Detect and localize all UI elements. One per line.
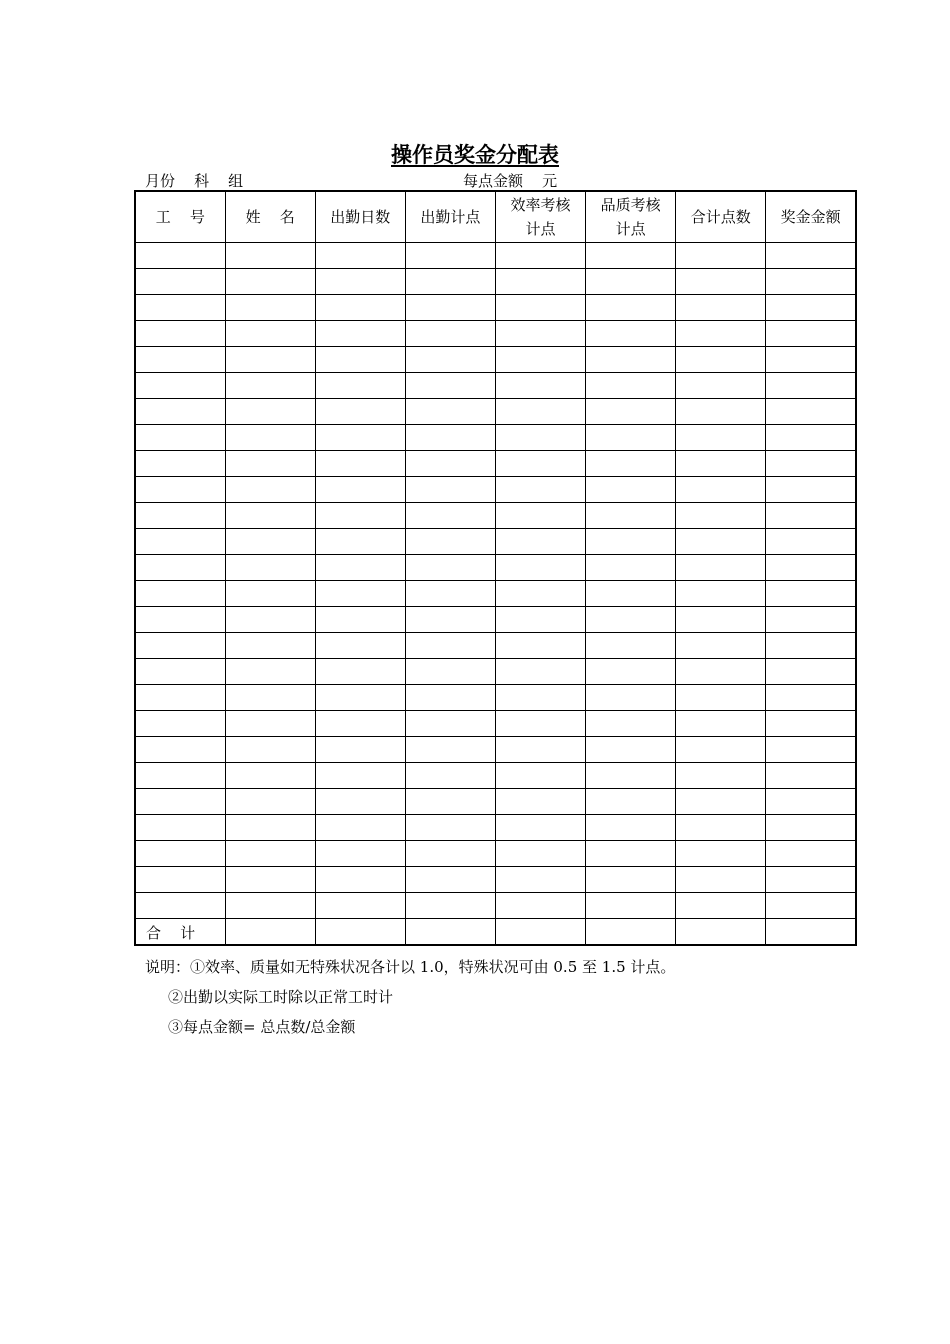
total-row-label: 合 计 [135,919,225,946]
table-cell[interactable] [135,321,225,347]
table-cell[interactable] [676,789,766,815]
table-cell[interactable] [225,919,315,946]
table-cell[interactable] [766,867,856,893]
column-header-quality-points: 品质考核计点 [586,191,676,243]
table-cell[interactable] [225,659,315,685]
table-cell[interactable] [496,867,586,893]
table-cell[interactable] [405,581,495,607]
table-cell[interactable] [766,893,856,919]
table-cell[interactable] [586,815,676,841]
table-cell[interactable] [405,451,495,477]
table-row [135,295,856,321]
table-cell[interactable] [676,815,766,841]
table-row [135,711,856,737]
table-cell[interactable] [405,685,495,711]
table-cell[interactable] [405,841,495,867]
header-month-dept-group: 月份 科 组 [145,172,244,190]
table-cell[interactable] [496,555,586,581]
table-cell[interactable] [405,867,495,893]
table-cell[interactable] [135,269,225,295]
table-header-row [135,191,856,243]
table-cell[interactable] [586,711,676,737]
table-cell[interactable] [135,633,225,659]
table-body [135,243,856,919]
table-cell[interactable] [676,503,766,529]
table-cell[interactable] [405,243,495,269]
table-cell[interactable] [676,399,766,425]
column-header-name: 姓 名 [225,191,315,243]
table-cell[interactable] [225,373,315,399]
table-cell[interactable] [225,399,315,425]
table-cell[interactable] [496,243,586,269]
table-cell[interactable] [676,555,766,581]
table-row [135,581,856,607]
table-cell[interactable] [315,581,405,607]
table-cell[interactable] [135,607,225,633]
table-cell[interactable] [135,763,225,789]
header-amount-per-point: 每点金额 元 [463,172,558,190]
table-row [135,425,856,451]
table-cell[interactable] [315,659,405,685]
table-cell[interactable] [225,763,315,789]
table-row [135,659,856,685]
table-cell[interactable] [496,399,586,425]
table-cell[interactable] [405,373,495,399]
table-cell[interactable] [586,685,676,711]
table-cell[interactable] [766,529,856,555]
table-row [135,737,856,763]
table-cell[interactable] [586,503,676,529]
table-row [135,243,856,269]
table-cell[interactable] [766,919,856,946]
table-cell[interactable] [315,399,405,425]
table-cell[interactable] [315,295,405,321]
table-cell[interactable] [676,425,766,451]
table-cell[interactable] [496,919,586,946]
table-cell[interactable] [405,477,495,503]
table-cell[interactable] [135,685,225,711]
table-cell[interactable] [586,477,676,503]
table-cell[interactable] [676,867,766,893]
table-cell[interactable] [405,607,495,633]
table-cell[interactable] [315,477,405,503]
table-cell[interactable] [315,737,405,763]
table-cell[interactable] [586,763,676,789]
total-row [135,919,856,946]
table-row [135,451,856,477]
table-cell[interactable] [496,347,586,373]
table-cell[interactable] [225,477,315,503]
table-cell[interactable] [225,711,315,737]
table-cell[interactable] [135,399,225,425]
table-cell[interactable] [315,321,405,347]
table-cell[interactable] [586,633,676,659]
table-cell[interactable] [766,269,856,295]
table-row [135,763,856,789]
table-cell[interactable] [496,685,586,711]
table-cell[interactable] [225,321,315,347]
table-cell[interactable] [405,789,495,815]
column-header-employee-id: 工 号 [135,191,225,243]
table-cell[interactable] [135,243,225,269]
table-cell[interactable] [676,477,766,503]
table-row [135,607,856,633]
table-cell[interactable] [766,399,856,425]
table-cell[interactable] [586,581,676,607]
table-row [135,555,856,581]
table-row [135,399,856,425]
table-cell[interactable] [135,711,225,737]
table-row [135,867,856,893]
table-cell[interactable] [766,659,856,685]
table-cell[interactable] [586,607,676,633]
table-cell[interactable] [135,893,225,919]
table-cell[interactable] [676,321,766,347]
table-cell[interactable] [586,399,676,425]
table-row [135,529,856,555]
table-cell[interactable] [496,737,586,763]
table-cell[interactable] [766,555,856,581]
table-row [135,321,856,347]
table-cell[interactable] [676,269,766,295]
table-cell[interactable] [496,477,586,503]
table-cell[interactable] [405,659,495,685]
table-cell[interactable] [315,451,405,477]
table-cell[interactable] [225,269,315,295]
table-cell[interactable] [766,425,856,451]
table-cell[interactable] [676,685,766,711]
table-cell[interactable] [586,295,676,321]
table-cell[interactable] [225,737,315,763]
table-cell[interactable] [586,425,676,451]
table-cell[interactable] [405,555,495,581]
table-cell[interactable] [766,841,856,867]
table-cell[interactable] [676,633,766,659]
table-row [135,477,856,503]
table-row [135,893,856,919]
column-header-total-points: 合计点数 [676,191,766,243]
table-cell[interactable] [405,321,495,347]
table-cell[interactable] [676,919,766,946]
note-line-2: ②出勤以实际工时除以正常工时计 [168,988,394,1006]
table-cell[interactable] [496,295,586,321]
table-cell[interactable] [315,789,405,815]
table-cell[interactable] [586,269,676,295]
table-cell[interactable] [225,789,315,815]
table-cell[interactable] [586,737,676,763]
table-cell[interactable] [225,503,315,529]
table-cell[interactable] [586,841,676,867]
table-cell[interactable] [315,347,405,373]
table-cell[interactable] [496,763,586,789]
table-cell[interactable] [225,555,315,581]
table-cell[interactable] [135,295,225,321]
table-cell[interactable] [766,373,856,399]
notes-section [145,952,675,1042]
table-cell[interactable] [766,321,856,347]
table-cell[interactable] [135,841,225,867]
table-cell[interactable] [405,347,495,373]
table-cell[interactable] [496,893,586,919]
table-cell[interactable] [676,581,766,607]
table-cell[interactable] [315,867,405,893]
table-cell[interactable] [315,763,405,789]
table-cell[interactable] [405,529,495,555]
table-row [135,503,856,529]
table-cell[interactable] [225,867,315,893]
table-row [135,789,856,815]
table-cell[interactable] [676,295,766,321]
table-cell[interactable] [676,529,766,555]
table-cell[interactable] [496,373,586,399]
table-cell[interactable] [586,347,676,373]
table-cell[interactable] [315,373,405,399]
table-cell[interactable] [225,295,315,321]
table-cell[interactable] [766,633,856,659]
table-cell[interactable] [586,321,676,347]
table-cell[interactable] [496,269,586,295]
table-cell[interactable] [496,633,586,659]
table-cell[interactable] [496,321,586,347]
table-cell[interactable] [586,659,676,685]
table-cell[interactable] [586,789,676,815]
table-cell[interactable] [766,685,856,711]
table-cell[interactable] [405,815,495,841]
table-cell[interactable] [315,841,405,867]
table-cell[interactable] [405,399,495,425]
table-cell[interactable] [766,295,856,321]
table-cell[interactable] [586,243,676,269]
table-cell[interactable] [586,867,676,893]
table-cell[interactable] [405,737,495,763]
table-cell[interactable] [225,633,315,659]
table-cell[interactable] [135,815,225,841]
column-header-efficiency-points: 效率考核计点 [496,191,586,243]
table-cell[interactable] [135,581,225,607]
document-title [0,141,950,169]
table-cell[interactable] [496,815,586,841]
table-cell[interactable] [225,893,315,919]
table-cell[interactable] [225,243,315,269]
table-cell[interactable] [135,529,225,555]
table-row [135,269,856,295]
bonus-distribution-table [134,190,857,946]
table-cell[interactable] [676,737,766,763]
table-cell[interactable] [496,607,586,633]
table-row [135,347,856,373]
table-cell[interactable] [676,243,766,269]
column-header-attendance-days: 出勤日数 [315,191,405,243]
table-cell[interactable] [225,529,315,555]
table-cell[interactable] [496,581,586,607]
table-cell[interactable] [135,347,225,373]
table-cell[interactable] [225,685,315,711]
table-cell[interactable] [496,451,586,477]
table-cell[interactable] [405,503,495,529]
table-cell[interactable] [496,789,586,815]
table-cell[interactable] [586,893,676,919]
table-cell[interactable] [496,425,586,451]
table-cell[interactable] [766,243,856,269]
table-cell[interactable] [135,451,225,477]
table-cell[interactable] [135,503,225,529]
table-cell[interactable] [135,373,225,399]
table-cell[interactable] [766,503,856,529]
table-cell[interactable] [496,529,586,555]
table-cell[interactable] [315,555,405,581]
table-row [135,815,856,841]
table-cell[interactable] [496,503,586,529]
table-row [135,685,856,711]
table-cell[interactable] [315,685,405,711]
table-cell[interactable] [586,529,676,555]
table-cell[interactable] [315,919,405,946]
table-cell[interactable] [676,607,766,633]
table-cell[interactable] [405,919,495,946]
table-cell[interactable] [315,633,405,659]
table-cell[interactable] [586,555,676,581]
table-cell[interactable] [766,347,856,373]
table-cell[interactable] [405,633,495,659]
table-cell[interactable] [766,477,856,503]
table-cell[interactable] [676,893,766,919]
table-cell[interactable] [225,607,315,633]
table-cell[interactable] [586,373,676,399]
table-cell[interactable] [315,607,405,633]
table-cell[interactable] [586,451,676,477]
document-title-text: 操作员奖金分配表 [391,142,559,167]
table-cell[interactable] [135,659,225,685]
table-cell[interactable] [225,451,315,477]
table-cell[interactable] [315,529,405,555]
table-cell[interactable] [676,841,766,867]
table-cell[interactable] [225,841,315,867]
table-cell[interactable] [676,659,766,685]
table-cell[interactable] [766,581,856,607]
table-row [135,373,856,399]
table-cell[interactable] [225,347,315,373]
note-line-1: 说明：①效率、质量如无特殊状况各计以 1.0，特殊状况可由 0.5 至 1.5 计点。 [145,958,676,976]
table-row [135,633,856,659]
table-cell[interactable] [766,815,856,841]
table-cell[interactable] [496,659,586,685]
table-cell[interactable] [225,425,315,451]
column-header-attendance-points: 出勤计点 [405,191,495,243]
note-line-3: ③每点金额= 总点数/总金额 [168,1018,356,1036]
table-cell[interactable] [225,581,315,607]
table-cell[interactable] [676,711,766,737]
table-cell[interactable] [405,295,495,321]
table-cell[interactable] [135,789,225,815]
table-cell[interactable] [766,763,856,789]
table-cell[interactable] [766,737,856,763]
table-cell[interactable] [586,919,676,946]
table-cell[interactable] [225,815,315,841]
table-row [135,841,856,867]
table-cell[interactable] [676,763,766,789]
table-cell[interactable] [315,503,405,529]
table-cell[interactable] [135,737,225,763]
table-cell[interactable] [496,711,586,737]
table-cell[interactable] [315,243,405,269]
table-cell[interactable] [766,451,856,477]
table-cell[interactable] [315,269,405,295]
table-cell[interactable] [135,477,225,503]
table-cell[interactable] [135,867,225,893]
table-cell[interactable] [135,555,225,581]
table-cell[interactable] [315,893,405,919]
table-cell[interactable] [315,425,405,451]
table-cell[interactable] [135,425,225,451]
table-cell[interactable] [405,269,495,295]
table-cell[interactable] [766,711,856,737]
column-header-bonus-amount: 奖金金额 [766,191,856,243]
table-cell[interactable] [676,373,766,399]
table-cell[interactable] [315,711,405,737]
table-cell[interactable] [676,451,766,477]
table-cell[interactable] [766,607,856,633]
table-cell[interactable] [315,815,405,841]
table-cell[interactable] [405,893,495,919]
table-cell[interactable] [766,789,856,815]
table-cell[interactable] [405,711,495,737]
table-cell[interactable] [676,347,766,373]
table-cell[interactable] [405,763,495,789]
table-cell[interactable] [496,841,586,867]
table-cell[interactable] [405,425,495,451]
